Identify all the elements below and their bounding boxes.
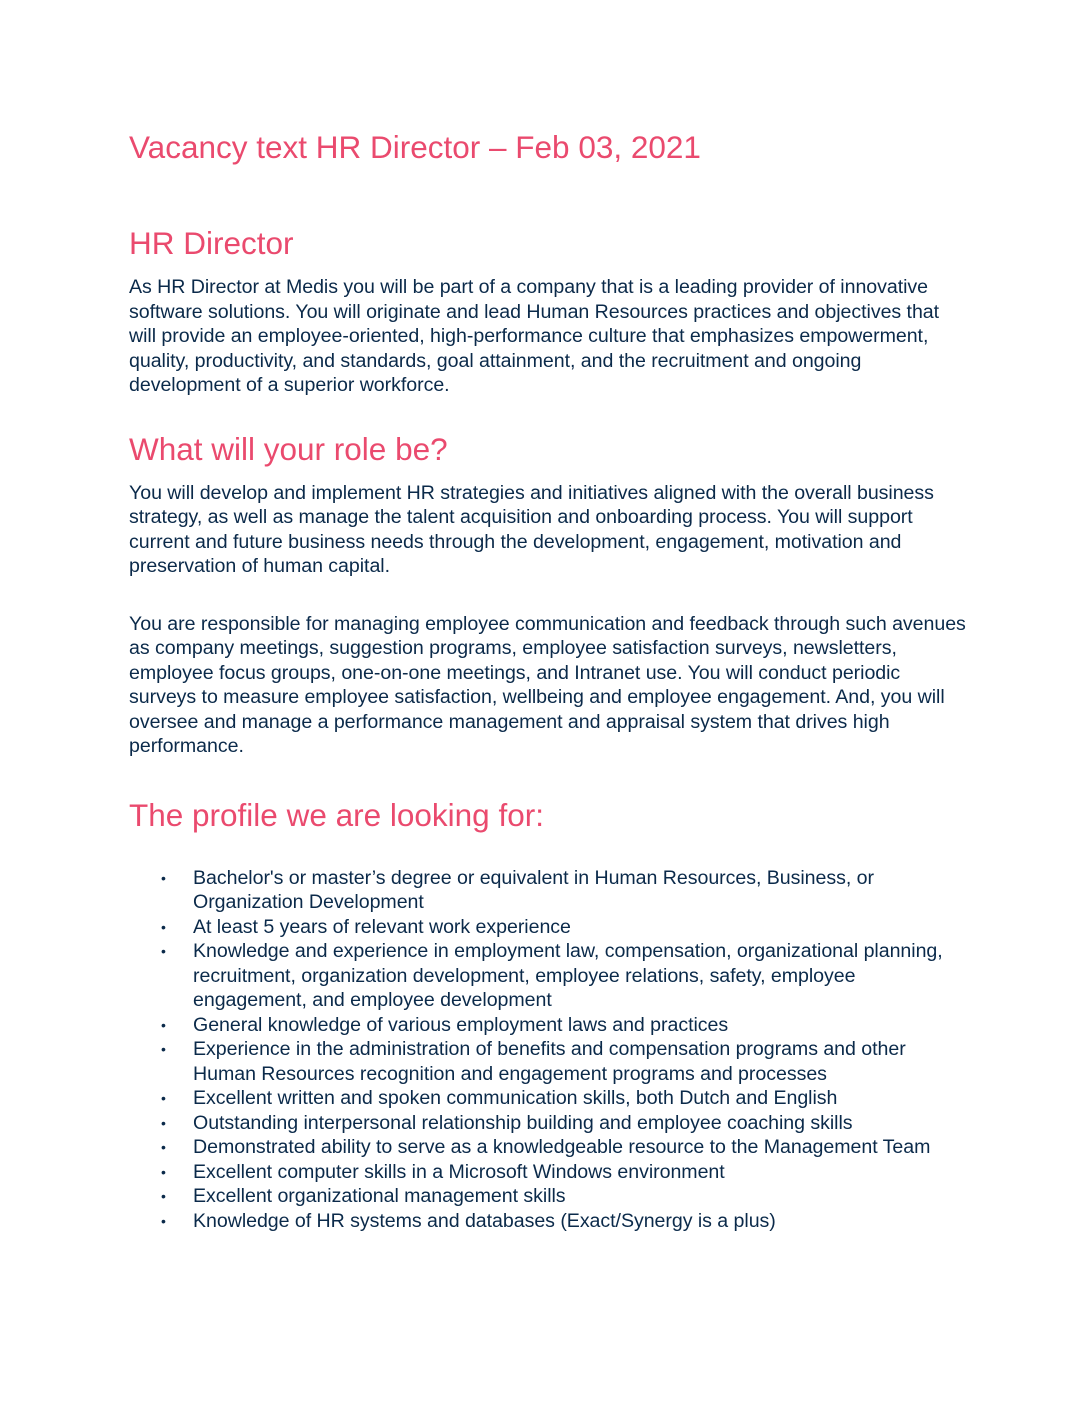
list-item-text: Bachelor's or master’s degree or equivalent in Human Resources, Business, or Organization Development — [193, 866, 874, 913]
role-paragraph-1: You will develop and implement HR strategies and initiatives aligned with the overall business strategy, as well as manage the talent acquisition and onboarding process. You will support current and future business needs through the development, engagement, motivation and preservation of human capital. — [129, 481, 934, 577]
document-title: Vacancy text HR Director – Feb 03, 2021 — [129, 129, 701, 165]
list-item-text: Knowledge of HR systems and databases (Exact/Synergy is a plus) — [193, 1209, 776, 1232]
list-item — [129, 1135, 968, 1160]
role-paragraph-2: You are responsible for managing employee communication and feedback through such avenues as company meetings, suggestion programs, employee satisfaction surveys, newsletters, employee focus groups, one-on-one meetings, and Intranet use. You will conduct periodic surveys to measure employee satisfaction, wellbeing and employee engagement. And, you will oversee and manage a performance management and appraisal system that drives high performance. — [129, 612, 966, 757]
list-item-text: Demonstrated ability to serve as a knowledgeable resource to the Management Team — [193, 1136, 931, 1158]
list-item — [129, 1013, 968, 1038]
profile-requirements-list — [129, 866, 968, 1234]
bullet-icon: • — [161, 1114, 166, 1131]
list-item — [129, 1209, 968, 1234]
list-item — [129, 1086, 968, 1111]
list-item-text: Excellent computer skills in a Microsoft Windows environment — [193, 1160, 725, 1183]
list-item-text: Excellent written and spoken communication skills, both Dutch and English — [193, 1087, 838, 1109]
list-item — [129, 1184, 968, 1209]
list-item — [129, 915, 968, 940]
bullet-icon: • — [161, 869, 166, 886]
bullet-icon: • — [161, 918, 166, 935]
bullet-icon: • — [161, 1212, 166, 1229]
bullet-icon: • — [161, 1016, 166, 1033]
bullet-icon: • — [161, 1041, 166, 1057]
bullet-icon: • — [161, 1139, 166, 1155]
list-item-text: Excellent organizational management skills — [193, 1185, 566, 1207]
list-item-text: Experience in the administration of benefits and compensation programs and other Human Resources recognition and engagement programs and processes — [193, 1038, 906, 1085]
bullet-icon: • — [161, 1090, 166, 1106]
list-item-text: Knowledge and experience in employment law, compensation, organizational planning, recruitment, organization development, employee relations, safety, employee engagement, and employee development — [193, 940, 943, 1011]
list-item-text: General knowledge of various employment laws and practices — [193, 1013, 729, 1036]
list-item-text: At least 5 years of relevant work experience — [193, 915, 571, 938]
list-item — [129, 1037, 968, 1086]
intro-paragraph: As HR Director at Medis you will be part of a company that is a leading provider of innovative software solutions. You will originate and lead Human Resources practices and objectives that will provide an employee-oriented, high-performance culture that emphasizes empowerment, quality, productivity, and standards, goal attainment, and the recruitment and ongoing development of a superior workforce. — [129, 276, 940, 396]
list-item — [129, 939, 968, 1013]
bullet-icon: • — [161, 1188, 166, 1204]
list-item — [129, 1160, 968, 1185]
role-section-heading: What will your role be? — [129, 430, 448, 467]
bullet-icon: • — [161, 943, 166, 959]
list-item — [129, 866, 968, 915]
list-item — [129, 1111, 968, 1136]
bullet-icon: • — [161, 1163, 166, 1180]
profile-section-heading: The profile we are looking for: — [129, 796, 544, 833]
list-item-text: Outstanding interpersonal relationship building and employee coaching skills — [193, 1111, 853, 1134]
role-heading: HR Director — [129, 225, 294, 261]
